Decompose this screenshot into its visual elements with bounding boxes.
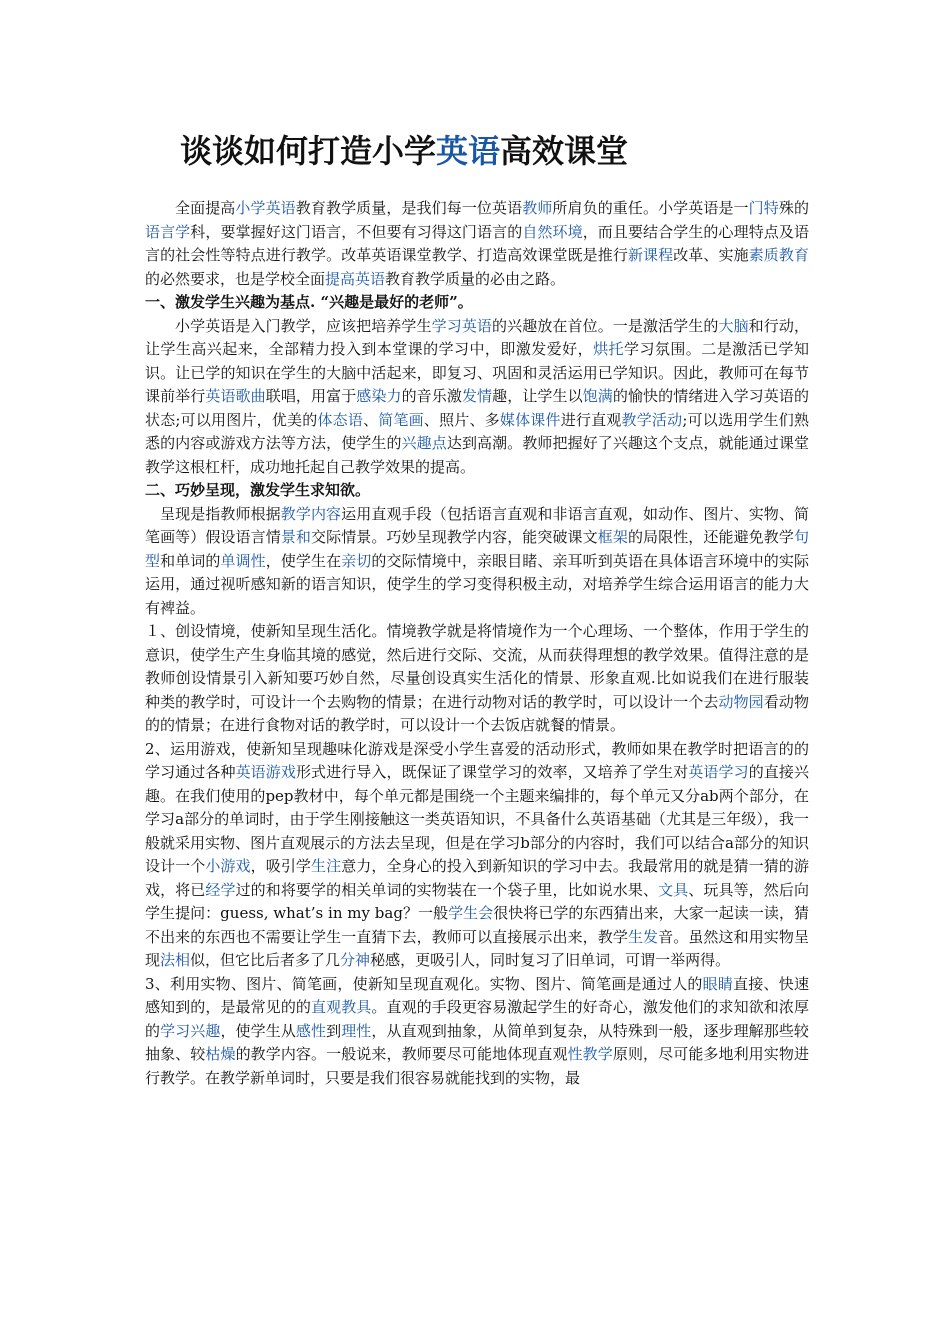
keyword-link[interactable]: 媒体课件	[499, 410, 561, 429]
keyword-link[interactable]: 性教学	[567, 1045, 613, 1063]
keyword-link[interactable]: 英语游戏	[235, 763, 296, 781]
keyword-link[interactable]: 自然环境	[522, 222, 583, 241]
keyword-link[interactable]: 景和	[280, 528, 312, 546]
text-run: 和行动，让学生高兴起来，全部精力投入到本堂课的学习中，即激发爱好，	[145, 316, 809, 358]
paragraph	[145, 738, 809, 973]
keyword-link[interactable]: 经学	[205, 880, 236, 899]
title-text-1: 谈谈如何打造小学	[180, 132, 437, 170]
text-run: 的兴趣放在首位。一是激活学生的	[492, 316, 719, 335]
paragraph	[145, 315, 809, 480]
keyword-link[interactable]: 学生会	[448, 904, 494, 922]
text-run: 到	[326, 1021, 342, 1040]
text-run: 的音乐激	[401, 387, 462, 405]
keyword-link[interactable]: 理性	[341, 1021, 372, 1040]
keyword-link[interactable]: 分神	[340, 951, 371, 969]
keyword-link[interactable]: 简笔画	[378, 410, 424, 429]
keyword-link[interactable]: 发情	[461, 387, 493, 405]
text-run: 过的和将要学的相关单词的实物装在一个袋子里，比如说水果、	[235, 880, 659, 899]
text-run: 殊的	[778, 199, 809, 217]
text-run: １、创设情境，使新知呈现生活化。情境教学就是将情境作为一个心理场、一个整体，作用于学生的意识，使学生产生身临其境的感觉，然后进行交际、交流，从而获得理想的教学效果。值得注意的是教师创设情景引入新知要巧妙自然，尽量创设真实生活化的情景、形象直观.比如说我们在进行服装种类的教学时，可设计一个去购物的情景；在进行动物对话的教学时，可以设计一个去	[145, 622, 809, 711]
keyword-link[interactable]: 亲切	[341, 551, 372, 570]
keyword-link[interactable]: 体态语	[317, 410, 364, 429]
text-run: 、	[363, 410, 379, 429]
text-run: 教育教学质量，是我们每一位英语	[295, 199, 523, 217]
keyword-link[interactable]: 教学内容	[280, 504, 342, 523]
keyword-link[interactable]: 小学英语	[235, 199, 296, 217]
keyword-link[interactable]: 教学活动	[621, 410, 683, 429]
text-run: 很快将已学的东西猜出来，大家一起读一读，猜不出来的东西也不需要让学生一直猜下去，教师可以直接展示出来，教学	[145, 904, 809, 946]
text-run: 呈现是指教师根据	[160, 504, 281, 523]
keyword-link[interactable]: 文具	[658, 880, 689, 899]
keyword-link[interactable]: 学习英语	[431, 316, 493, 335]
document-body	[145, 197, 809, 1090]
text-run: 学习氛围。二是激活已学知识。让已学的知识在学生的大脑中活起来，即复习、巩固和灵活运用已学知识。因此，教师可在每节课前举行	[145, 340, 809, 405]
keyword-link[interactable]: 语言学	[145, 222, 191, 241]
text-run: 的局限性，还能避免教学	[627, 528, 794, 546]
text-run: 形式进行导入，既保证了课堂学习的效率，又培养了学生对	[295, 763, 689, 781]
keyword-link[interactable]: 英语学习	[688, 763, 749, 781]
keyword-link[interactable]: 提高英语	[325, 269, 386, 288]
keyword-link[interactable]: 法相	[160, 951, 191, 969]
text-run: ，而且要结合学生的心理特点及语言的社会性等特点进行教学。改革英语课堂教学、打造高效课堂既是推行	[145, 222, 809, 264]
text-run: 全面提高	[175, 199, 236, 217]
keyword-link[interactable]: 框架	[597, 528, 628, 546]
text-run: ，使学生在	[265, 551, 342, 570]
text-run: 的教学内容。一般说来，教师要尽可能地体现直观	[235, 1045, 568, 1063]
keyword-link[interactable]: 大脑	[718, 316, 749, 335]
text-run: 联唱，用富于	[265, 387, 357, 405]
keyword-link[interactable]: 饱满	[582, 387, 613, 405]
keyword-link[interactable]: 单调性	[220, 551, 266, 570]
paragraph	[145, 197, 809, 291]
text-run: ;可以选用学生们熟悉的内容或游戏方法等方法，使学生的	[145, 410, 809, 452]
title-text-2: 高效课堂	[500, 132, 629, 170]
keyword-link[interactable]: 门特	[748, 199, 779, 217]
text-run: 的交际情境中，亲眼目睹、亲耳听到英语在具体语言环境中的实际运用，通过视听感知新的语言知识，使学生的学习变得积极主动，对培养学生综合运用语言的能力大有裨益。	[145, 551, 809, 617]
text-run: 和单词的	[160, 551, 221, 570]
text-run: 、照片、多	[423, 410, 500, 429]
keyword-link[interactable]: 烘托	[593, 340, 624, 358]
text-run: ，吸引学	[250, 857, 312, 875]
text-run: 趣，让学生以	[492, 387, 583, 405]
keyword-link[interactable]: 感染力	[356, 387, 402, 405]
text-run: 的直接兴趣。在我们使用的pep教材中，每个单元都是围绕一个主题来编排的，每个单元又分ab两个部分，在学习a部分的单词时，由于学生刚接触这一类英语知识，不具备什么英语基础（尤其是三年级），我一般就采用实物、图片直观展示的方法去呈现，但是在学习b部分的内容时，我们可以结合a部分的知识设计一个	[145, 763, 809, 875]
text-run: 交际情景。巧妙呈现教学内容，能突破课文	[311, 528, 598, 546]
text-run: 运用直观手段（包括语言直观和非语言直观，如动作、图片、实物、简笔画等）假设语言情	[145, 504, 809, 546]
text-run: 所肩负的重任。小学英语是一	[552, 199, 749, 217]
keyword-link[interactable]: 英语歌曲	[205, 387, 266, 405]
keyword-link[interactable]: 新课程	[627, 246, 674, 264]
text-run: 原则，尽可能多地利用实物进行教学。在教学新单词时，只要是我们很容易就能找到的实物，最	[145, 1045, 809, 1087]
paragraph	[145, 973, 809, 1091]
text-run: 秘感，更吸引人，同时复习了旧单词，可谓一举两得。	[370, 951, 731, 969]
text-run: 教育教学质量的必由之路。	[385, 269, 566, 288]
keyword-link[interactable]: 句型	[145, 528, 809, 570]
text-run: 小学英语是入门教学，应该把培养学生	[175, 316, 432, 335]
text-run: 进行直观	[560, 410, 622, 429]
keyword-link[interactable]: 感性	[295, 1021, 327, 1040]
keyword-link[interactable]: 教师	[522, 199, 553, 217]
keyword-link[interactable]: 生发	[627, 927, 659, 946]
keyword-link[interactable]: 学习兴趣	[160, 1021, 221, 1040]
text-run: 二、巧妙呈现，激发学生求知欲。	[145, 481, 371, 499]
text-run: 直接、快速感知到的，是最常见的的	[145, 974, 809, 1016]
keyword-link[interactable]: 生注	[311, 857, 342, 875]
text-run: 一、激发学生兴趣为基点. “兴趣是最好的老师”。	[145, 293, 473, 311]
text-run: 似，但它比后者多了几	[190, 951, 341, 969]
text-run: ，从直观到抽象，从简单到复杂，从特殊到一般，逐步理解那些较抽象、较	[145, 1021, 809, 1063]
text-run: 看动物的的情景；在进行食物对话的教学时，可以设计一个去饭店就餐的情景。	[145, 692, 809, 734]
text-run: 的愉快的情绪进入学习英语的状态;可以用图片，优美的	[145, 387, 809, 429]
document-title	[180, 128, 820, 174]
keyword-link[interactable]: 兴趣点	[401, 434, 447, 452]
text-run: 。直观的手段更容易激起学生的好奇心，激发他们的求知欲和浓厚的	[145, 998, 809, 1040]
text-run: 、玩具等，然后向学生提问：guess, what’s in my bag？一般	[145, 880, 809, 922]
text-run: 达到高潮。教师把握好了兴趣这个支点，就能通过课堂教学这根杠杆，成功地托起自己教学效果的提高。	[145, 434, 809, 476]
text-run: 科，要掌握好这门语言，不但要有习得这门语言的	[190, 222, 523, 241]
text-run: ，使学生从	[220, 1021, 296, 1040]
text-run: 的必然要求，也是学校全面	[145, 269, 326, 288]
text-run: 3、利用实物、图片、简笔画，使新知呈现直观化。实物、图片、简笔画是通过人的	[145, 974, 703, 993]
text-run: 意力，全身心的投入到新知识的学习中去。我最常用的就是猜一猜的游戏，将已	[145, 857, 809, 899]
paragraph	[145, 503, 809, 621]
keyword-link[interactable]: 眼睛	[702, 974, 734, 993]
section-heading	[145, 479, 809, 503]
paragraph	[145, 620, 809, 738]
section-heading	[145, 291, 809, 315]
keyword-link[interactable]: 素质教育	[748, 246, 809, 264]
title-keyword-link[interactable]: 英语	[436, 132, 501, 170]
keyword-link[interactable]: 小游戏	[205, 857, 251, 875]
text-run: 音。虽然这和用实物呈现	[145, 927, 809, 969]
keyword-link[interactable]: 动物园	[718, 692, 764, 711]
keyword-link[interactable]: 枯燥	[205, 1045, 236, 1063]
text-run: 改革、实施	[673, 246, 749, 264]
text-run: 2、运用游戏，使新知呈现趣味化游戏是深受小学生喜爱的活动形式，教师如果在教学时把语言的的学习通过各种	[145, 739, 809, 781]
keyword-link[interactable]: 直观教具	[311, 998, 372, 1016]
